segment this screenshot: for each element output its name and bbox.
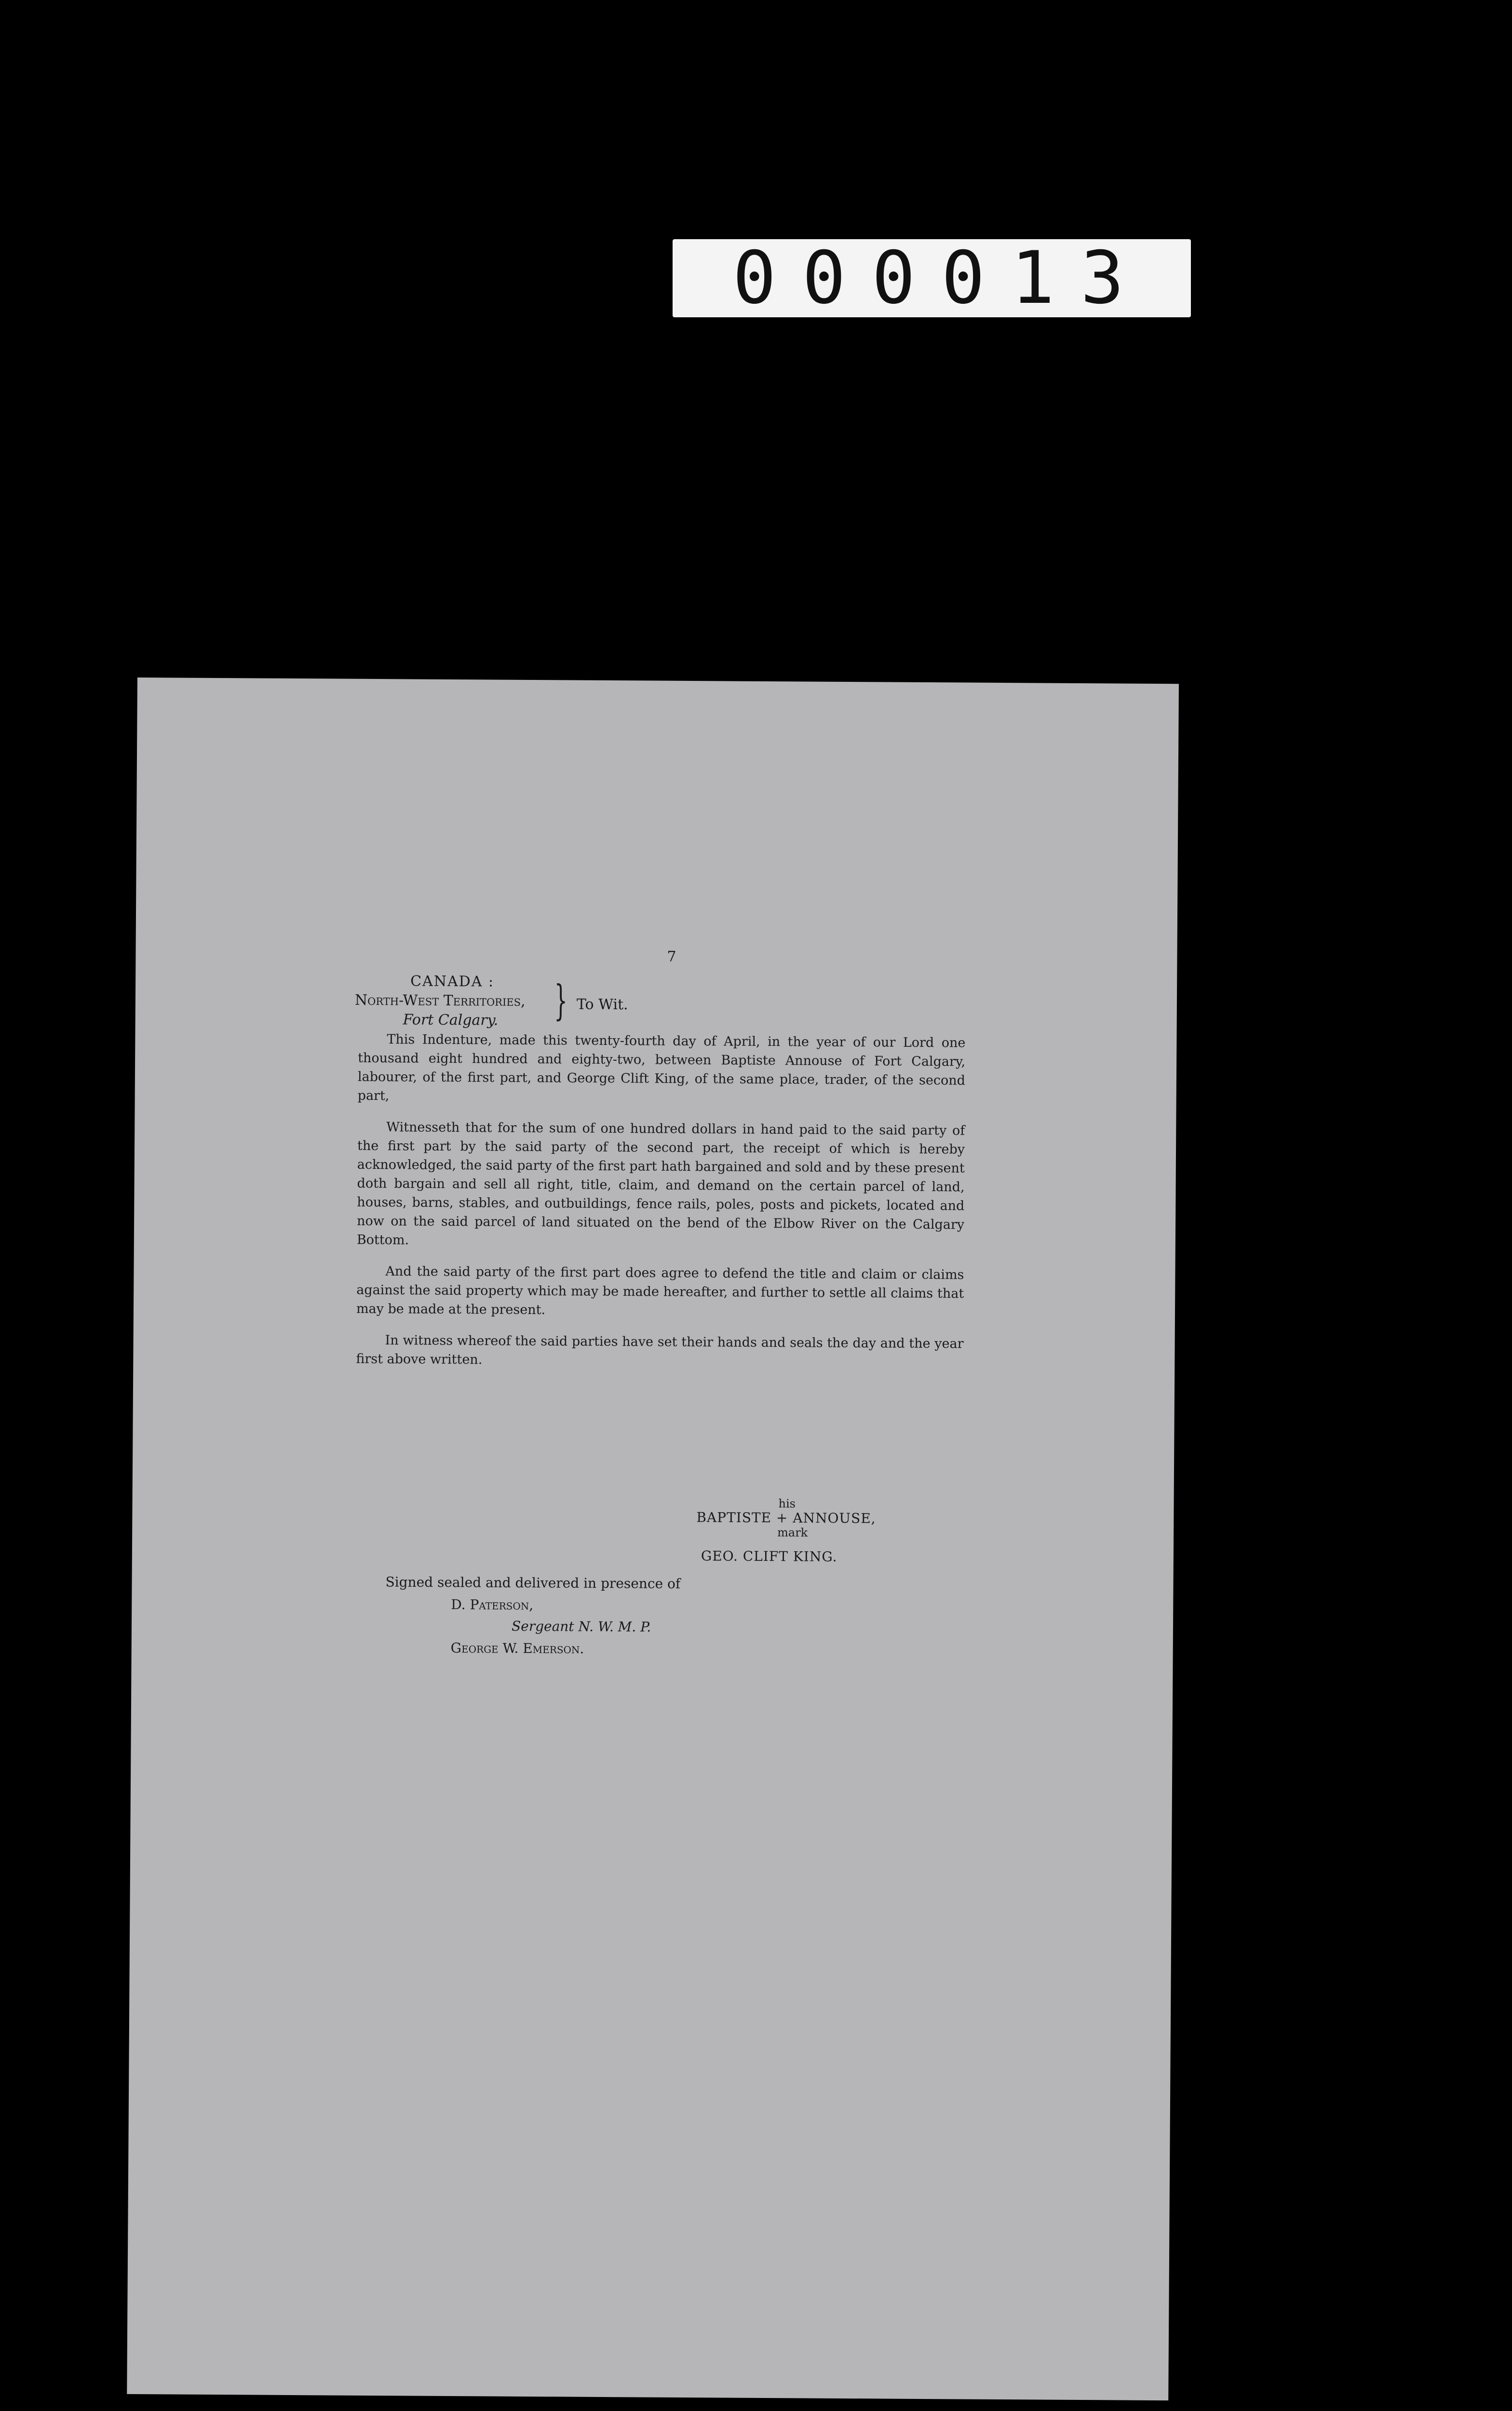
frame-number-stamp: 000013 [673, 239, 1191, 317]
indenture-body [356, 1030, 965, 1385]
witness-emerson: George W. Emerson. [450, 1640, 584, 1657]
header-country: CANADA : [410, 973, 495, 990]
paragraph-in-witness: In witness whereof the said parties have set their hands and seals the day and the year first above written. [356, 1333, 964, 1368]
header-brace: } [554, 976, 568, 1025]
witness-line: Signed sealed and delivered in presence of [385, 1574, 681, 1592]
paragraph-indenture: This Indenture, made this twenty-fourth day of April, in the year of our Lord one thousand eight hundred and eighty-two, between Baptiste Annouse of Fort Calgary, labourer, of the first part, and George Clift King, of the same place, trader, of the second part, [357, 1032, 966, 1104]
header-territory: North-West Territories, [354, 991, 526, 1010]
document-header [355, 972, 526, 1030]
signature-his: his [778, 1497, 796, 1511]
signature-mark: mark [777, 1526, 808, 1540]
paragraph-defend-title: And the said party of the first part does agree to defend the title and claim or claims against the said property which may be made hereafter, and further to settle all claims that may be made at the present. [356, 1264, 964, 1318]
header-to-wit: To Wit. [576, 996, 628, 1014]
header-place: Fort Calgary. [403, 1011, 499, 1029]
signature-baptiste-annouse: BAPTISTE + ANNOUSE, [696, 1509, 876, 1527]
witness-paterson: D. Paterson, [451, 1597, 534, 1613]
signature-geo-clift-king: GEO. CLIFT KING. [701, 1548, 837, 1565]
document-page [127, 677, 1179, 2400]
witness-sergeant-title: Sergeant N. W. M. P. [511, 1618, 651, 1635]
paragraph-witnesseth: Witnesseth that for the sum of one hundred dollars in hand paid to the said party of the first part by the said party of the second part, the receipt of which is hereby acknowledged, the said party of the first part hath bargained and sold and by these present doth bargain and sell all right, title, claim, and demand on the certain parcel of land, houses, barns, stables, and outbuildings, fence rails, poles, posts and pickets, located and now on the said parcel of land situated on the bend of the Elbow River on the Calgary Bottom. [356, 1120, 965, 1248]
page-number: 7 [667, 948, 676, 965]
